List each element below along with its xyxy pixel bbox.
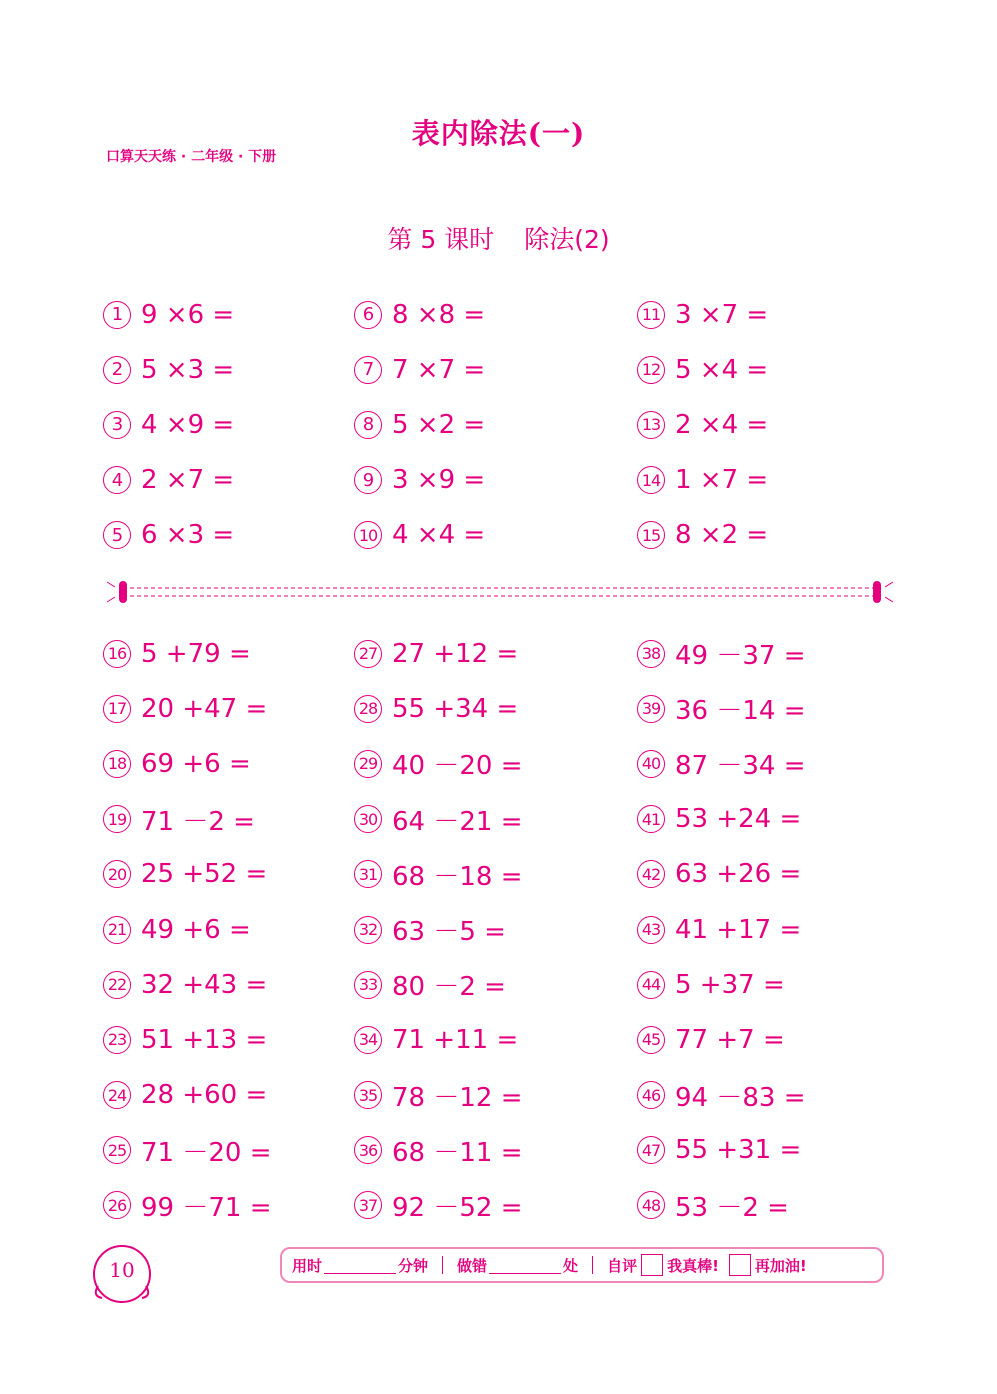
problem-item (103, 681, 271, 736)
problem-expression: 6 ×3 = (141, 520, 235, 551)
great-label: 我真棒! (667, 1256, 719, 1275)
problem-expression: 27 +12 = (392, 638, 519, 669)
place-label: 处 (563, 1256, 579, 1275)
problem-item (637, 1123, 805, 1178)
problem-item (354, 736, 522, 791)
problem-number-badge: 41 (637, 805, 665, 833)
problem-item (103, 508, 234, 563)
problem-expression: 71 －2 = (141, 806, 255, 837)
problem-column (354, 626, 522, 1233)
problem-expression: 40 －20 = (392, 751, 523, 782)
problem-expression: 3 ×9 = (392, 465, 486, 496)
problem-item (637, 847, 805, 902)
problem-number-badge: 46 (637, 1081, 665, 1109)
problem-number-badge: 22 (103, 971, 131, 999)
problem-expression: 28 +60 = (141, 1080, 268, 1111)
problem-item (103, 1068, 271, 1123)
problem-item (637, 626, 805, 681)
problem-number-badge: 25 (103, 1136, 131, 1164)
problem-number-badge: 30 (354, 805, 382, 833)
problem-number-badge: 35 (354, 1081, 382, 1109)
problem-expression: 92 －52 = (392, 1192, 523, 1223)
problem-item (103, 902, 271, 957)
problem-item (354, 397, 485, 452)
try-label: 再加油! (754, 1256, 807, 1275)
problem-expression: 99 －71 = (141, 1192, 272, 1223)
problem-item (354, 342, 485, 397)
problem-expression: 8 ×8 = (392, 299, 486, 330)
problem-expression: 49 +6 = (141, 914, 251, 945)
problem-item (637, 453, 768, 508)
problem-number-badge: 15 (637, 521, 665, 549)
problem-item (637, 1068, 805, 1123)
problem-number-badge: 43 (637, 916, 665, 944)
problem-expression: 4 ×9 = (141, 409, 235, 440)
problem-expression: 53 －2 = (675, 1192, 789, 1223)
problem-number-badge: 36 (354, 1136, 382, 1164)
problem-number-badge: 13 (637, 411, 665, 439)
problem-item (354, 1123, 522, 1178)
problem-expression: 32 +43 = (141, 969, 268, 1000)
problem-expression: 63 +26 = (675, 859, 802, 890)
problem-item (354, 1012, 522, 1067)
problem-item (637, 957, 805, 1012)
problem-expression: 55 +31 = (675, 1135, 802, 1166)
problem-number-badge: 20 (103, 860, 131, 888)
problem-expression: 2 ×4 = (675, 409, 769, 440)
problem-item (103, 736, 271, 791)
problem-number-badge: 19 (103, 805, 131, 833)
problem-item (637, 681, 805, 736)
time-blank[interactable] (324, 1257, 396, 1274)
self-eval-label: 自评 (607, 1256, 638, 1275)
problem-number-badge: 23 (103, 1026, 131, 1054)
problem-number-badge: 42 (637, 860, 665, 888)
problem-expression: 1 ×7 = (675, 465, 769, 496)
problem-number-badge: 39 (637, 695, 665, 723)
problem-number-badge: 26 (103, 1191, 131, 1219)
problem-number-badge: 37 (354, 1191, 382, 1219)
problem-item (103, 847, 271, 902)
problem-item (637, 287, 768, 342)
problem-item (354, 902, 522, 957)
problem-expression: 36 －14 = (675, 696, 806, 727)
problem-expression: 5 +37 = (675, 969, 785, 1000)
problem-expression: 2 ×7 = (141, 465, 235, 496)
problem-expression: 25 +52 = (141, 859, 268, 890)
lesson-topic: 除法(2) (524, 225, 610, 254)
problem-number-badge: 14 (637, 466, 665, 494)
problem-item (637, 736, 805, 791)
problem-column (103, 626, 271, 1233)
problem-number-badge: 48 (637, 1191, 665, 1219)
problem-number-badge: 9 (354, 466, 382, 494)
problem-item (354, 508, 485, 563)
problem-item (354, 626, 522, 681)
problem-number-badge: 34 (354, 1026, 382, 1054)
problem-item (103, 453, 234, 508)
problem-expression: 64 －21 = (392, 806, 523, 837)
lesson-title (0, 220, 997, 256)
problem-item (103, 1123, 271, 1178)
problem-number-badge: 18 (103, 750, 131, 778)
problem-number-badge: 31 (354, 860, 382, 888)
problem-item (354, 847, 522, 902)
problem-expression: 5 ×2 = (392, 409, 486, 440)
problem-number-badge: 44 (637, 971, 665, 999)
problem-expression: 5 +79 = (141, 638, 251, 669)
divider (442, 1256, 443, 1274)
problem-item (354, 1178, 522, 1233)
page-title: 表内除法(一) (411, 117, 586, 150)
problem-item (637, 342, 768, 397)
problem-number-badge: 5 (103, 521, 131, 549)
dashed-divider (105, 578, 895, 606)
problem-expression: 63 －5 = (392, 917, 506, 948)
problem-expression: 78 －12 = (392, 1082, 523, 1113)
self-assessment-bar (280, 1247, 884, 1283)
problem-item (637, 1178, 805, 1233)
problem-expression: 87 －34 = (675, 751, 806, 782)
problem-number-badge: 7 (354, 356, 382, 384)
page-number: 10 (109, 1258, 135, 1282)
problem-column (354, 287, 485, 563)
problem-number-badge: 10 (354, 521, 382, 549)
errors-label: 做错 (457, 1256, 488, 1275)
lesson-number: 第 5 课时 (387, 225, 495, 254)
problem-number-badge: 17 (103, 695, 131, 723)
problem-item (103, 287, 234, 342)
problem-item (354, 792, 522, 847)
problem-item (103, 792, 271, 847)
book-label: 口算天天练 · 二年级 · 下册 (106, 149, 277, 165)
problem-number-badge: 8 (354, 411, 382, 439)
time-field (292, 1255, 428, 1276)
problem-number-badge: 3 (103, 411, 131, 439)
problem-expression: 7 ×7 = (392, 354, 486, 385)
problem-item (103, 1178, 271, 1233)
problem-number-badge: 29 (354, 750, 382, 778)
problem-expression: 3 ×7 = (675, 299, 769, 330)
problem-item (354, 287, 485, 342)
problem-item (637, 1012, 805, 1067)
try-checkbox[interactable] (729, 1254, 751, 1276)
problem-number-badge: 27 (354, 640, 382, 668)
problem-number-badge: 2 (103, 356, 131, 384)
problem-number-badge: 28 (354, 695, 382, 723)
problem-expression: 4 ×4 = (392, 520, 486, 551)
problem-number-badge: 32 (354, 916, 382, 944)
problem-item (103, 397, 234, 452)
problem-number-badge: 1 (103, 301, 131, 329)
problem-number-badge: 16 (103, 640, 131, 668)
problem-expression: 71 +11 = (392, 1024, 519, 1055)
problem-item (354, 681, 522, 736)
problem-item (103, 1012, 271, 1067)
problem-column (637, 287, 768, 563)
problem-item (103, 626, 271, 681)
problem-item (637, 792, 805, 847)
problem-expression: 68 －11 = (392, 1137, 523, 1168)
problem-expression: 71 －20 = (141, 1137, 272, 1168)
divider (592, 1256, 593, 1274)
self-eval-field (607, 1254, 807, 1276)
problem-expression: 69 +6 = (141, 748, 251, 779)
problem-expression: 55 +34 = (392, 693, 519, 724)
problem-column (637, 626, 805, 1233)
problem-number-badge: 47 (637, 1136, 665, 1164)
problem-number-badge: 12 (637, 356, 665, 384)
problem-item (354, 453, 485, 508)
problem-expression: 5 ×3 = (141, 354, 235, 385)
problem-expression: 80 －2 = (392, 972, 506, 1003)
great-checkbox[interactable] (641, 1254, 663, 1276)
problem-column (103, 287, 234, 563)
problem-expression: 68 －18 = (392, 861, 523, 892)
problem-number-badge: 38 (637, 640, 665, 668)
problem-number-badge: 40 (637, 750, 665, 778)
problem-expression: 41 +17 = (675, 914, 802, 945)
problem-expression: 8 ×2 = (675, 520, 769, 551)
problem-item (637, 397, 768, 452)
problem-item (103, 957, 271, 1012)
problem-item (354, 1068, 522, 1123)
problem-number-badge: 4 (103, 466, 131, 494)
errors-field (457, 1255, 578, 1276)
problem-number-badge: 24 (103, 1081, 131, 1109)
problem-expression: 5 ×4 = (675, 354, 769, 385)
minutes-label: 分钟 (398, 1256, 429, 1275)
problem-item (637, 508, 768, 563)
problem-expression: 94 －83 = (675, 1082, 806, 1113)
problem-expression: 9 ×6 = (141, 299, 235, 330)
problem-expression: 53 +24 = (675, 804, 802, 835)
problem-number-badge: 33 (354, 971, 382, 999)
problem-expression: 77 +7 = (675, 1024, 785, 1055)
problem-item (637, 902, 805, 957)
problem-expression: 49 －37 = (675, 641, 806, 672)
problem-number-badge: 6 (354, 301, 382, 329)
time-label: 用时 (292, 1256, 323, 1275)
problem-expression: 51 +13 = (141, 1024, 268, 1055)
problem-number-badge: 45 (637, 1026, 665, 1054)
problem-number-badge: 11 (637, 301, 665, 329)
problem-item (354, 957, 522, 1012)
problem-number-badge: 21 (103, 916, 131, 944)
problem-expression: 20 +47 = (141, 693, 268, 724)
problem-item (103, 342, 234, 397)
errors-blank[interactable] (489, 1257, 561, 1274)
